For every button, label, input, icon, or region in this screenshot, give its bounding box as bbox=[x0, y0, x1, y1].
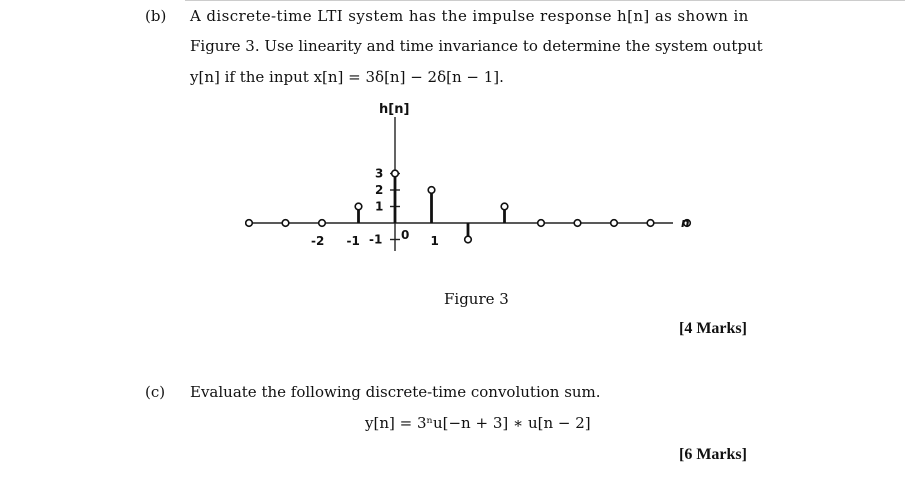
x-tick-label-0: 0 bbox=[401, 228, 410, 242]
y-tick-label-minus-1: -1 bbox=[369, 232, 383, 247]
stem-marker-6 bbox=[611, 220, 618, 227]
part-c-text: Evaluate the following discrete-time convolution sum. bbox=[190, 383, 601, 401]
stem-marker-3 bbox=[501, 203, 508, 210]
stem-marker--2 bbox=[319, 220, 326, 227]
part-b-line-2: Figure 3. Use linearity and time invariance to determine the system output bbox=[190, 37, 763, 55]
stem-marker-4 bbox=[538, 220, 545, 227]
y-tick-label-1: 1 bbox=[375, 199, 384, 214]
part-b-label: (b) bbox=[145, 7, 167, 25]
y-tick-label-2: 2 bbox=[375, 183, 384, 197]
stem-marker-0 bbox=[392, 170, 399, 177]
x-tick-label-minus-2: -2 bbox=[311, 234, 325, 248]
stem-marker-5 bbox=[574, 220, 581, 227]
stem-marker-2 bbox=[465, 236, 472, 243]
y-axis-label: h[n] bbox=[379, 102, 410, 117]
part-c-marks: [6 Marks] bbox=[679, 446, 747, 463]
stem-marker-1 bbox=[428, 187, 435, 194]
figure-caption: Figure 3 bbox=[444, 290, 509, 308]
top-rule bbox=[185, 0, 905, 1]
x-axis-label: n bbox=[681, 216, 690, 230]
stem-plot bbox=[245, 95, 715, 270]
stem-marker--1 bbox=[355, 203, 362, 210]
part-b-line-1: A discrete-time LTI system has the impulse response h[n] as shown in bbox=[190, 7, 749, 25]
x-tick-label-minus-1: -1 bbox=[346, 234, 360, 248]
part-b-marks: [4 Marks] bbox=[679, 320, 747, 337]
part-b-line-3: y[n] if the input x[n] = 3δ[n] − 2δ[n − 1]. bbox=[190, 68, 504, 86]
part-c-label: (c) bbox=[145, 383, 166, 401]
stem-marker--3 bbox=[282, 220, 289, 227]
part-c-equation: y[n] = 3ⁿu[−n + 3] ∗ u[n − 2] bbox=[365, 414, 591, 432]
x-tick-label-1: 1 bbox=[430, 234, 439, 248]
stem-marker-7 bbox=[647, 220, 654, 227]
stem-marker--4 bbox=[246, 220, 253, 227]
y-tick-label-3: 3 bbox=[375, 166, 384, 181]
